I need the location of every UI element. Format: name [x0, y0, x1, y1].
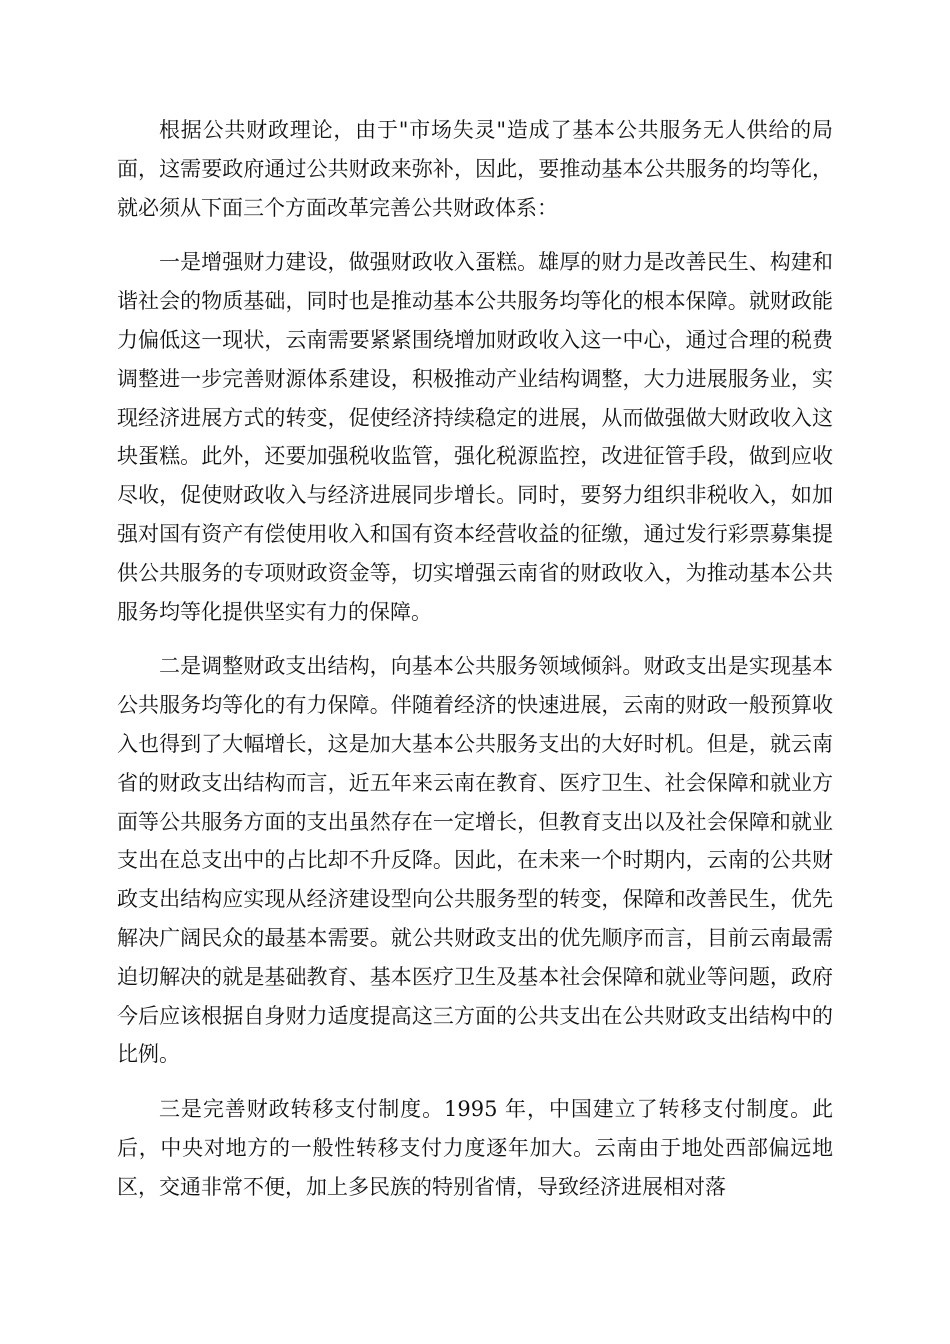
document-body: [117, 111, 833, 1207]
paragraph-intro: 根据公共财政理论，由于"市场失灵"造成了基本公共服务无人供给的局面，这需要政府通过公共财政来弥补，因此，要推动基本公共服务的均等化，就必须从下面三个方面改革完善公共财政体系：: [117, 118, 833, 220]
paragraph-point-three: 三是完善财政转移支付制度。1995 年，中国建立了转移支付制度。此后，中央对地方的一般性转移支付力度逐年加大。云南由于地处西部偏远地区，交通非常不便，加上多民族的特别省情，导致经济进展相对落: [117, 1097, 833, 1199]
paragraph-point-two: 二是调整财政支出结构，向基本公共服务领域倾斜。财政支出是实现基本公共服务均等化的有力保障。伴随着经济的快速进展，云南的财政一般预算收入也得到了大幅增长，这是加大基本公共服务支出的大好时机。但是，就云南省的财政支出结构而言，近五年来云南在教育、医疗卫生、社会保障和就业方面等公共服务方面的支出虽然存在一定增长，但教育支出以及社会保障和就业支出在总支出中的占比却不升反降。因此，在未来一个时期内，云南的公共财政支出结构应实现从经济建设型向公共服务型的转变，保障和改善民生，优先解决广阔民众的最基本需要。就公共财政支出的优先顺序而言，目前云南最需迫切解决的就是基础教育、基本医疗卫生及基本社会保障和就业等问题，政府今后应该根据自身财力适度提高这三方面的公共支出在公共财政支出结构中的比例。: [117, 654, 833, 1067]
paragraph-point-one: 一是增强财力建设，做强财政收入蛋糕。雄厚的财力是改善民生、构建和谐社会的物质基础，同时也是推动基本公共服务均等化的根本保障。就财政能力偏低这一现状，云南需要紧紧围绕增加财政收入这一中心，通过合理的税费调整进一步完善财源体系建设，积极推动产业结构调整，大力进展服务业，实现经济进展方式的转变，促使经济持续稳定的进展，从而做强做大财政收入这块蛋糕。此外，还要加强税收监管，强化税源监控，改进征管手段，做到应收尽收，促使财政收入与经济进展同步增长。同时，要努力组织非税收入，如加强对国有资产有偿使用收入和国有资本经营收益的征缴，通过发行彩票募集提供公共服务的专项财政资金等，切实增强云南省的财政收入，为推动基本公共服务均等化提供坚实有力的保障。: [117, 250, 833, 624]
